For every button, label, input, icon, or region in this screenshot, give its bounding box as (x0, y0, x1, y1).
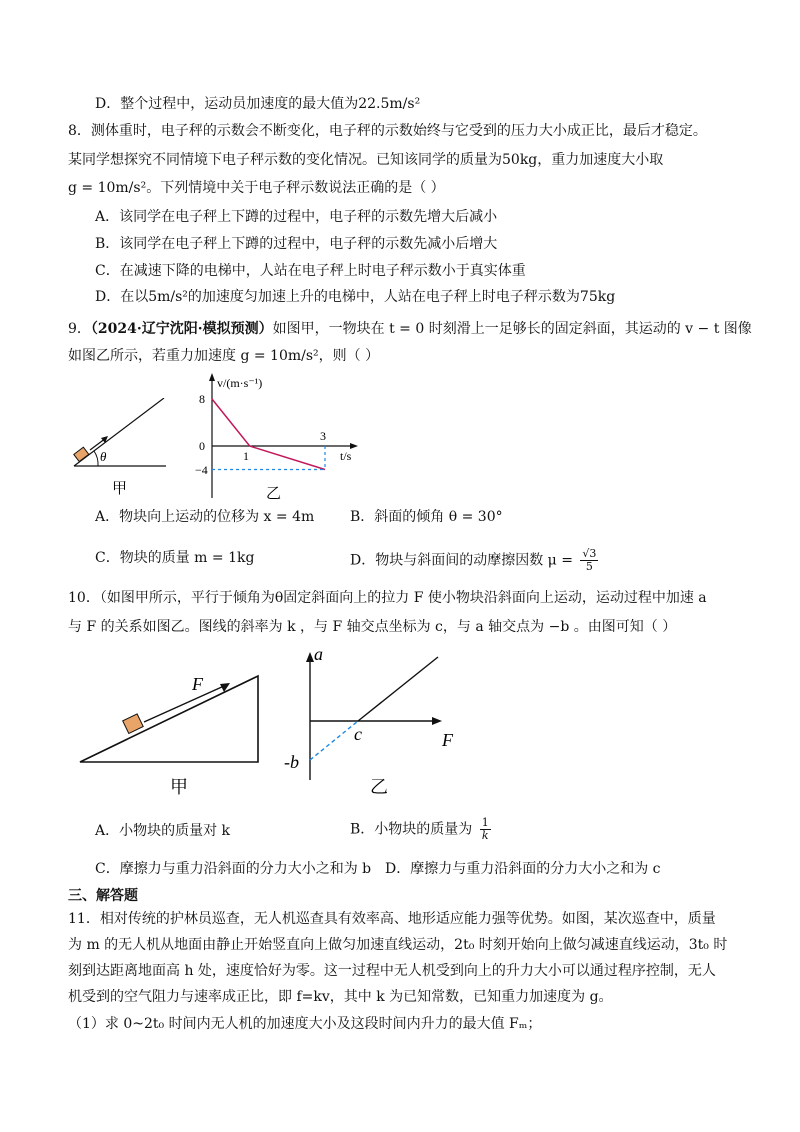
velocity-series-line (212, 399, 325, 470)
q10-figure-jia (72, 668, 272, 803)
q9-stem-line1 (68, 319, 752, 339)
q9-option-c: C．物块的质量 m = 1kg (95, 550, 255, 566)
q10-figure-yi (282, 640, 462, 805)
tick-label-3: 3 (320, 429, 326, 443)
triangle-incline (80, 676, 258, 762)
t-axis-label: t/s (340, 449, 352, 463)
a-axis-arrow (306, 652, 314, 662)
a-f-line (358, 657, 438, 721)
q9-option-d-text: D．物块与斜面间的动摩擦因数 μ = (350, 552, 573, 569)
q9-option-b: B．斜面的倾角 θ = 30° (350, 509, 503, 525)
figure-caption-jia: 甲 (170, 777, 188, 797)
velocity-arrow-head (101, 436, 108, 443)
q10-option-b-denominator: k (481, 829, 489, 842)
q11-stem-line2: 为 m 的无人机从地面由静止开始竖直向上做匀加速直线运动，2t₀ 时刻开始向上做匀减速直线运动，3t₀ 时 (68, 937, 728, 953)
q9-source: （2024·辽宁沈阳·模拟预测） (90, 321, 273, 337)
angle-arc (94, 451, 98, 466)
q10-option-a: A．小物块的质量对 k (95, 823, 231, 839)
tick-label-8: 8 (199, 392, 205, 406)
a-axis-label: a (314, 644, 323, 664)
q9-option-d (350, 548, 598, 573)
figure-caption-yi: 乙 (370, 777, 388, 797)
q11-stem-line3: 刻到达距离地面高 h 处，速度恰好为零。这一过程中无人机受到向上的升力大小可以通过程序控制，无人 (68, 963, 716, 979)
q9-stem-line2: 如图乙所示，若重力加速度 g = 10m/s²，则（ ） (68, 348, 380, 364)
q9-option-d-denominator: 5 (585, 560, 593, 573)
q11-stem-line4: 机受到的空气阻力与速率成正比，即 f=kv，其中 k 为已知常数，已知重力加速度为 g。 (68, 989, 613, 1005)
q8-option-c: C．在减速下降的电梯中，人站在电子秤上时电子秤示数小于真实体重 (95, 263, 526, 279)
section-title: 三、解答题 (68, 888, 138, 904)
vt-plot-layer (212, 399, 325, 470)
q9-vt-chart (192, 370, 367, 505)
slider-block (123, 714, 143, 734)
q8-option-d: D．在以5m/s²的加速度匀加速上升的电梯中，人站在电子秤上时电子秤示数为75kg (95, 289, 616, 305)
q10-stem-line1: 10．（如图甲所示，平行于倾角为θ固定斜面向上的拉力 F 使小物块沿斜面向上运动，运动过程中加速 a (68, 590, 707, 606)
incline-block (74, 447, 89, 461)
f-axis-label: F (442, 730, 453, 750)
tick-label-0: 0 (199, 439, 205, 453)
a-f-extension-dashed (310, 721, 358, 760)
q10-option-b-numerator: 1 (481, 816, 489, 829)
point-b-label: -b (284, 752, 299, 772)
force-label: F (192, 674, 203, 694)
q8-stem-line3: g = 10m/s²。下列情境中关于电子秤示数说法正确的是（ ） (68, 180, 445, 196)
v-axis-arrow (209, 373, 215, 381)
figure-caption-yi: 乙 (266, 486, 282, 502)
point-c-label: c (354, 724, 362, 744)
q10-option-c: C．摩擦力与重力沿斜面的分力大小之和为 b (95, 861, 372, 877)
q9-option-a: A．物块向上运动的位移为 x = 4m (95, 509, 315, 525)
q8-option-a: A．该同学在电子秤上下蹲的过程中，电子秤的示数先增大后减小 (95, 209, 498, 225)
q10-option-b-text: B．小物块的质量为 (350, 821, 473, 838)
q8-stem-line1: 8．测体重时，电子秤的示数会不断变化，电子秤的示数始终与它受到的压力大小成正比，最后才稳定。 (68, 123, 707, 139)
q9-option-d-fraction (580, 548, 598, 573)
q9-option-d-numerator: √3 (582, 547, 597, 560)
q10-option-d: D．摩擦力与重力沿斜面的分力大小之和为 c (385, 861, 661, 877)
q9-number: 9． (68, 321, 91, 337)
v-axis-label: v/(m·s⁻¹) (217, 376, 263, 390)
q10-stem-line2: 与 F 的关系如图乙。图线的斜率为 k ，与 F 轴交点坐标为 c，与 a 轴交点为 −b 。由图可知（ ） (68, 619, 677, 635)
angle-label: θ (100, 449, 107, 464)
q10-option-b-fraction (480, 817, 491, 842)
f-axis-arrow (432, 717, 442, 725)
q10-option-b (350, 817, 491, 842)
q8-stem-line2: 某同学想探究不同情境下电子秤示数的变化情况。已知该同学的质量为50kg，重力加速度大小取 (68, 152, 664, 168)
q11-subquestion-1: （1）求 0~2t₀ 时间内无人机的加速度大小及这段时间内升力的最大值 Fₘ； (68, 1016, 542, 1032)
q8-option-b: B．该同学在电子秤上下蹲的过程中，电子秤的示数先减小后增大 (95, 236, 498, 252)
tick-label-1: 1 (243, 449, 249, 463)
force-arrow (144, 686, 224, 722)
q9-figure-jia (68, 398, 178, 498)
figure-caption-jia: 甲 (112, 481, 128, 497)
q9-stem-text: 如图甲，一物块在 t = 0 时刻滑上一足够长的固定斜面，其运动的 v − t 图像 (272, 321, 752, 337)
q7-option-d: D．整个过程中，运动员加速度的最大值为22.5m/s² (95, 96, 421, 112)
tick-label-neg4: −4 (195, 463, 208, 477)
q11-stem-line1: 11．相对传统的护林员巡查，无人机巡查具有效率高、地形适应能力强等优势。如图，某次巡查中，质量 (68, 911, 716, 927)
